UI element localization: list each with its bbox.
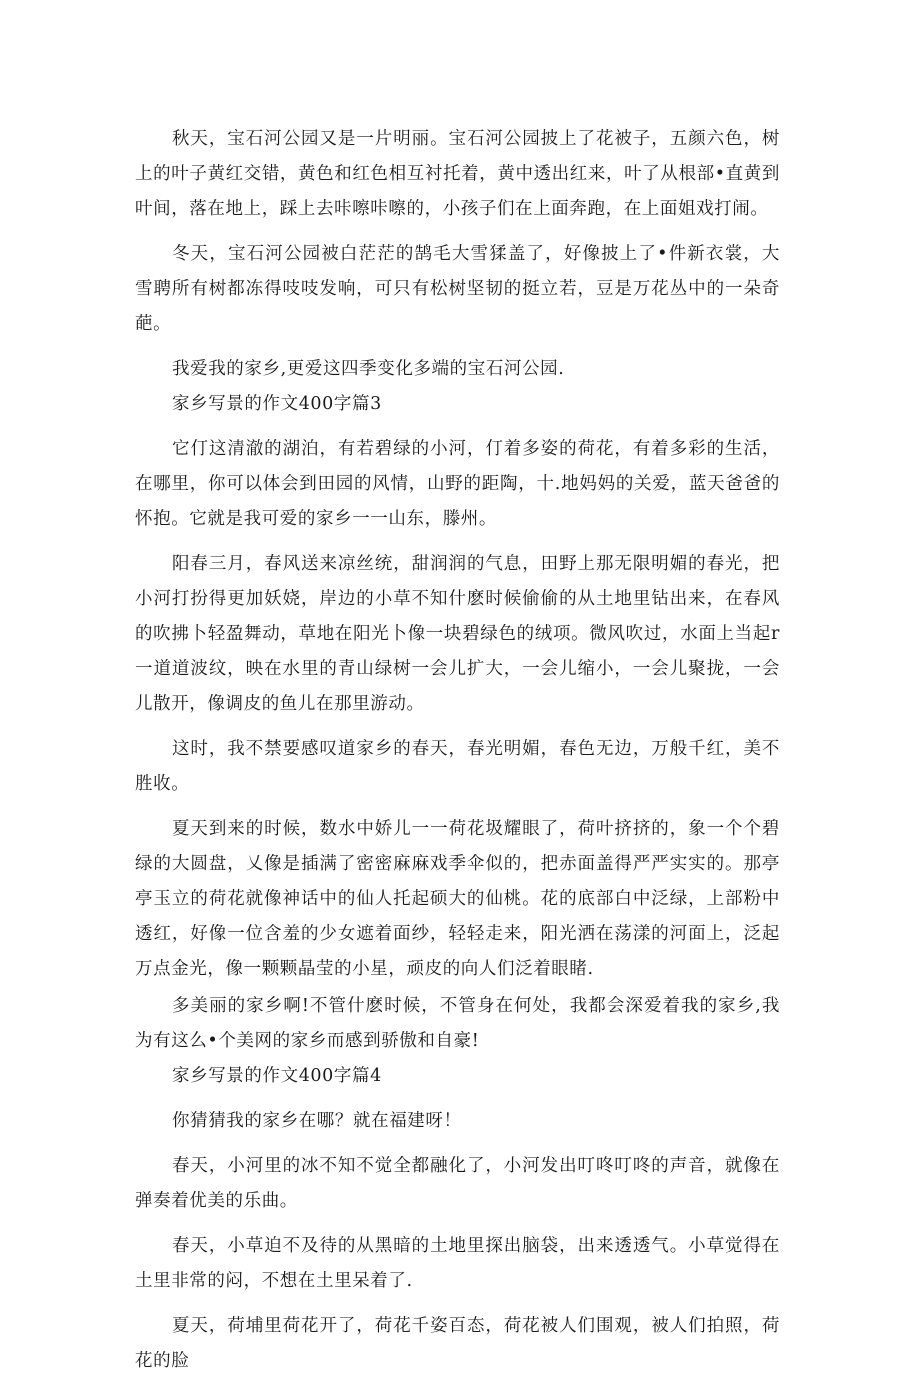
section-heading-4: 家乡写景的作文400字篇4 — [172, 1066, 382, 1086]
paragraph-lake-river: 它仃这清澈的湖泊，有若碧绿的小河，仃着多姿的荷花，有着多彩的生活，在哪里，你可以体会到田园的风情，山野的距陶，十.地妈妈的关爱，蓝天爸爸的怀抱。它就是我可爱的家乡一一山东，滕州。 — [135, 439, 780, 529]
document-body — [135, 122, 780, 1379]
paragraph-spring-river: 春天，小河里的冰不知不觉全都融化了，小河发出叮咚叮咚的声音，就像在弹奏着优美的乐曲。 — [135, 1156, 780, 1211]
paragraph-summer-lotus: 夏天到来的时候，数水中娇儿一一荷花圾耀眼了，荷叶挤挤的，象一个个碧绿的大圆盘，乂像是插满了密密麻麻戏季伞似的，把赤面盖得严严实实的。那亭亭玉立的荷花就像神话中的仙人托起硕大的仙桃。花的底部白中泛绿，上部粉中透红，好像一位含羞的少女遮着面纱，轻轻走来，阳光洒在荡漾的河面上，泛起万点金光，像一颗颗晶莹的小星，顽皮的向人们泛着眼睹. — [135, 819, 780, 979]
paragraph-guess-hometown: 你猜猜我的家乡在哪？就在福建呀！ — [172, 1111, 462, 1131]
paragraph-winter: 冬天，宝石河公园被白茫茫的鹄毛大雪猱盖了，好像披上了•件新衣裳，大雪聘所有树都冻得吱吱发响，可只有松树坚韧的挺立若，豆是万花丛中的一朵奇葩。 — [135, 244, 780, 334]
paragraph-beautiful-hometown: 多美丽的家乡啊!不管什麽时候，不管身在何处，我都会深爱着我的家乡,我为有这么•个美网的家乡而感到骄傲和自豪! — [135, 996, 780, 1051]
paragraph-autumn: 秋天，宝石河公园又是一片明丽。宝石河公园披上了花被子，五颜六色，树上的叶子黄红交错，黄色和红色相互衬托着，黄中透出红来，叶了从根部•直黄到叶间，落在地上，踩上去咔嚓咔嚓的，小孩子们在上面奔跑，在上面姐戏打闹。 — [135, 129, 780, 219]
paragraph-spring-march: 阳春三月，春风送来凉丝统，甜润润的气息，田野上那无限明媚的春光，把小河打扮得更加妖娆，岸边的小草不知什麽时候偷偷的从土地里钻出来，在春风的吹拂卜轻盈舞动，草地在阳光卜像一块碧绿色的绒项。微风吹过，水面上当起r一道道波纹，映在水里的青山绿树一会儿扩大，一会儿缩小，一会儿聚拢，一会儿散开，像调皮的鱼儿在那里游动。 — [135, 554, 780, 714]
section-heading-3: 家乡写景的作文400字篇3 — [172, 394, 382, 414]
paragraph-spring-grass: 春天，小草迫不及待的从黑暗的土地里探出脑袋，出来透透气。小草觉得在土里非常的闷，不想在土里呆着了. — [135, 1236, 780, 1291]
paragraph-love-hometown: 我爱我的家乡,更爱这四季变化多端的宝石河公园. — [172, 359, 565, 379]
paragraph-summer-pond: 夏天，荷埔里荷花开了，荷花千姿百态，荷花被人们围观，被人们拍照，荷花的脸 — [135, 1316, 780, 1371]
paragraph-spring-sigh: 这时，我不禁要感叹道家乡的春天，春光明媚，春色无边，万般千红，美不胜收。 — [135, 739, 780, 794]
